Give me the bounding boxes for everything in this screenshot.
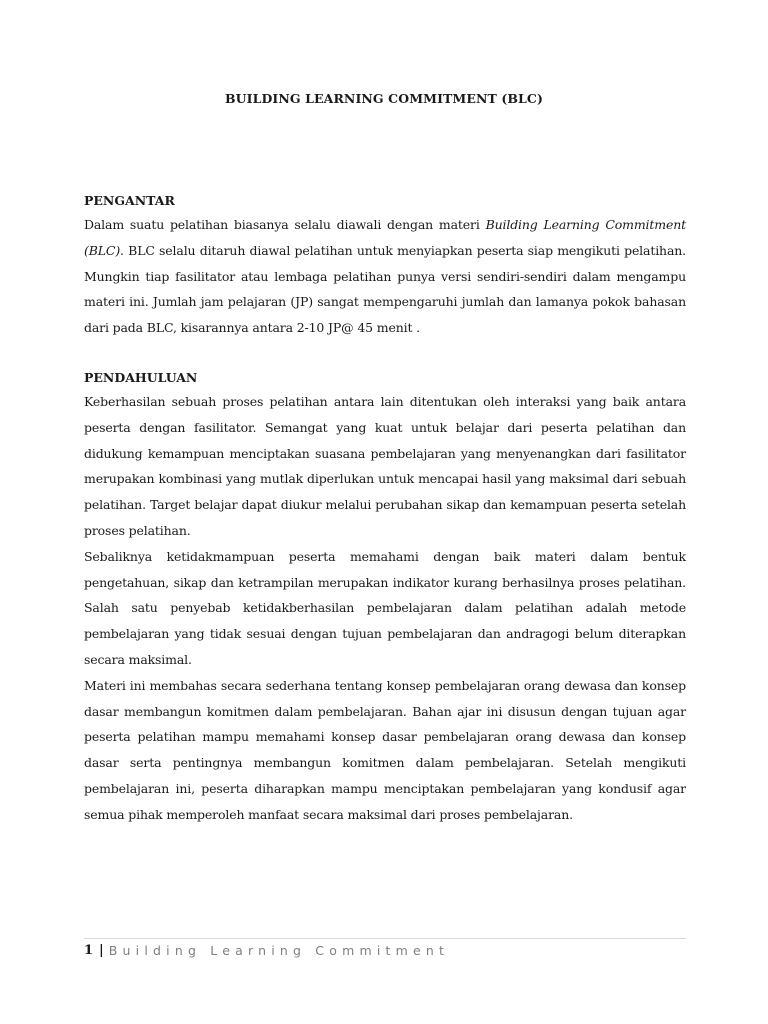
paragraph-pendahuluan-1: Keberhasilan sebuah proses pelatihan antara lain ditentukan oleh interaksi yang baik antara peserta dengan fasilitator. Semangat yang kuat untuk belajar dari peserta pelatihan dan didukung kemampuan menciptakan suasana pembelajaran yang menyenangkan dari fasilitator merupakan kombinasi yang mutlak diperlukan untuk mencapai hasil yang maksimal dari sebuah pelatihan. Target belajar dapat diukur melalui perubahan sikap dan kemampuan peserta setelah proses pelatihan. — [84, 393, 686, 538]
paragraph-text: Dalam suatu pelatihan biasanya selalu diawali dengan materi — [84, 217, 486, 232]
page-number: 1 — [84, 943, 94, 958]
footer-separator: | — [99, 943, 104, 958]
section-heading-pendahuluan: PENDAHULUAN — [84, 369, 198, 385]
paragraph-pendahuluan-2: Sebaliknya ketidakmampuan peserta memahami dengan baik materi dalam bentuk pengetahuan, sikap dan ketrampilan merupakan indikator kurang berhasilnya proses pelatihan. Salah satu penyebab ketidakberhasilan pembelajaran dalam pelatihan adalah metode pembelajaran yang tidak sesuai dengan tujuan pembelajaran dan andragogi belum diterapkan secara maksimal. — [84, 548, 686, 667]
paragraph-pengantar — [84, 212, 686, 341]
document-body — [84, 190, 686, 828]
footer-title: Building Learning Commitment — [108, 943, 450, 958]
italic-term: Building Learning Commitment (BLC). — [84, 217, 686, 258]
paragraph-text: BLC selalu ditaruh diawal pelatihan untuk menyiapkan peserta siap mengikuti pelatihan. Mungkin tiap fasilitator atau lembaga pelatihan punya versi sendiri-sendiri dalam mengampu materi ini. Jumlah jam pelajaran (JP) sangat mempengaruhi jumlah dan lamanya pokok bahasan dari pada BLC, kisarannya antara 2-10 JP@ 45 menit . — [84, 242, 686, 336]
document-title: BUILDING LEARNING COMMITMENT (BLC) — [224, 91, 543, 106]
section-heading-pengantar: PENGANTAR — [84, 193, 175, 208]
page-footer — [84, 938, 686, 958]
section-spacer — [84, 341, 686, 367]
paragraph-pendahuluan-3: Materi ini membahas secara sederhana tentang konsep pembelajaran orang dewasa dan konsep dasar membangun komitmen dalam pembelajaran. Bahan ajar ini disusun dengan tujuan agar peserta pelatihan mampu memahami konsep dasar pembelajaran orang dewasa dan konsep dasar serta pentingnya membangun komitmen dalam pembelajaran. Setelah mengikuti pembelajaran ini, peserta diharapkan mampu menciptakan pembelajaran yang kondusif agar semua pihak memperoleh manfaat secara maksimal dari proses pembelajaran. — [84, 677, 686, 822]
